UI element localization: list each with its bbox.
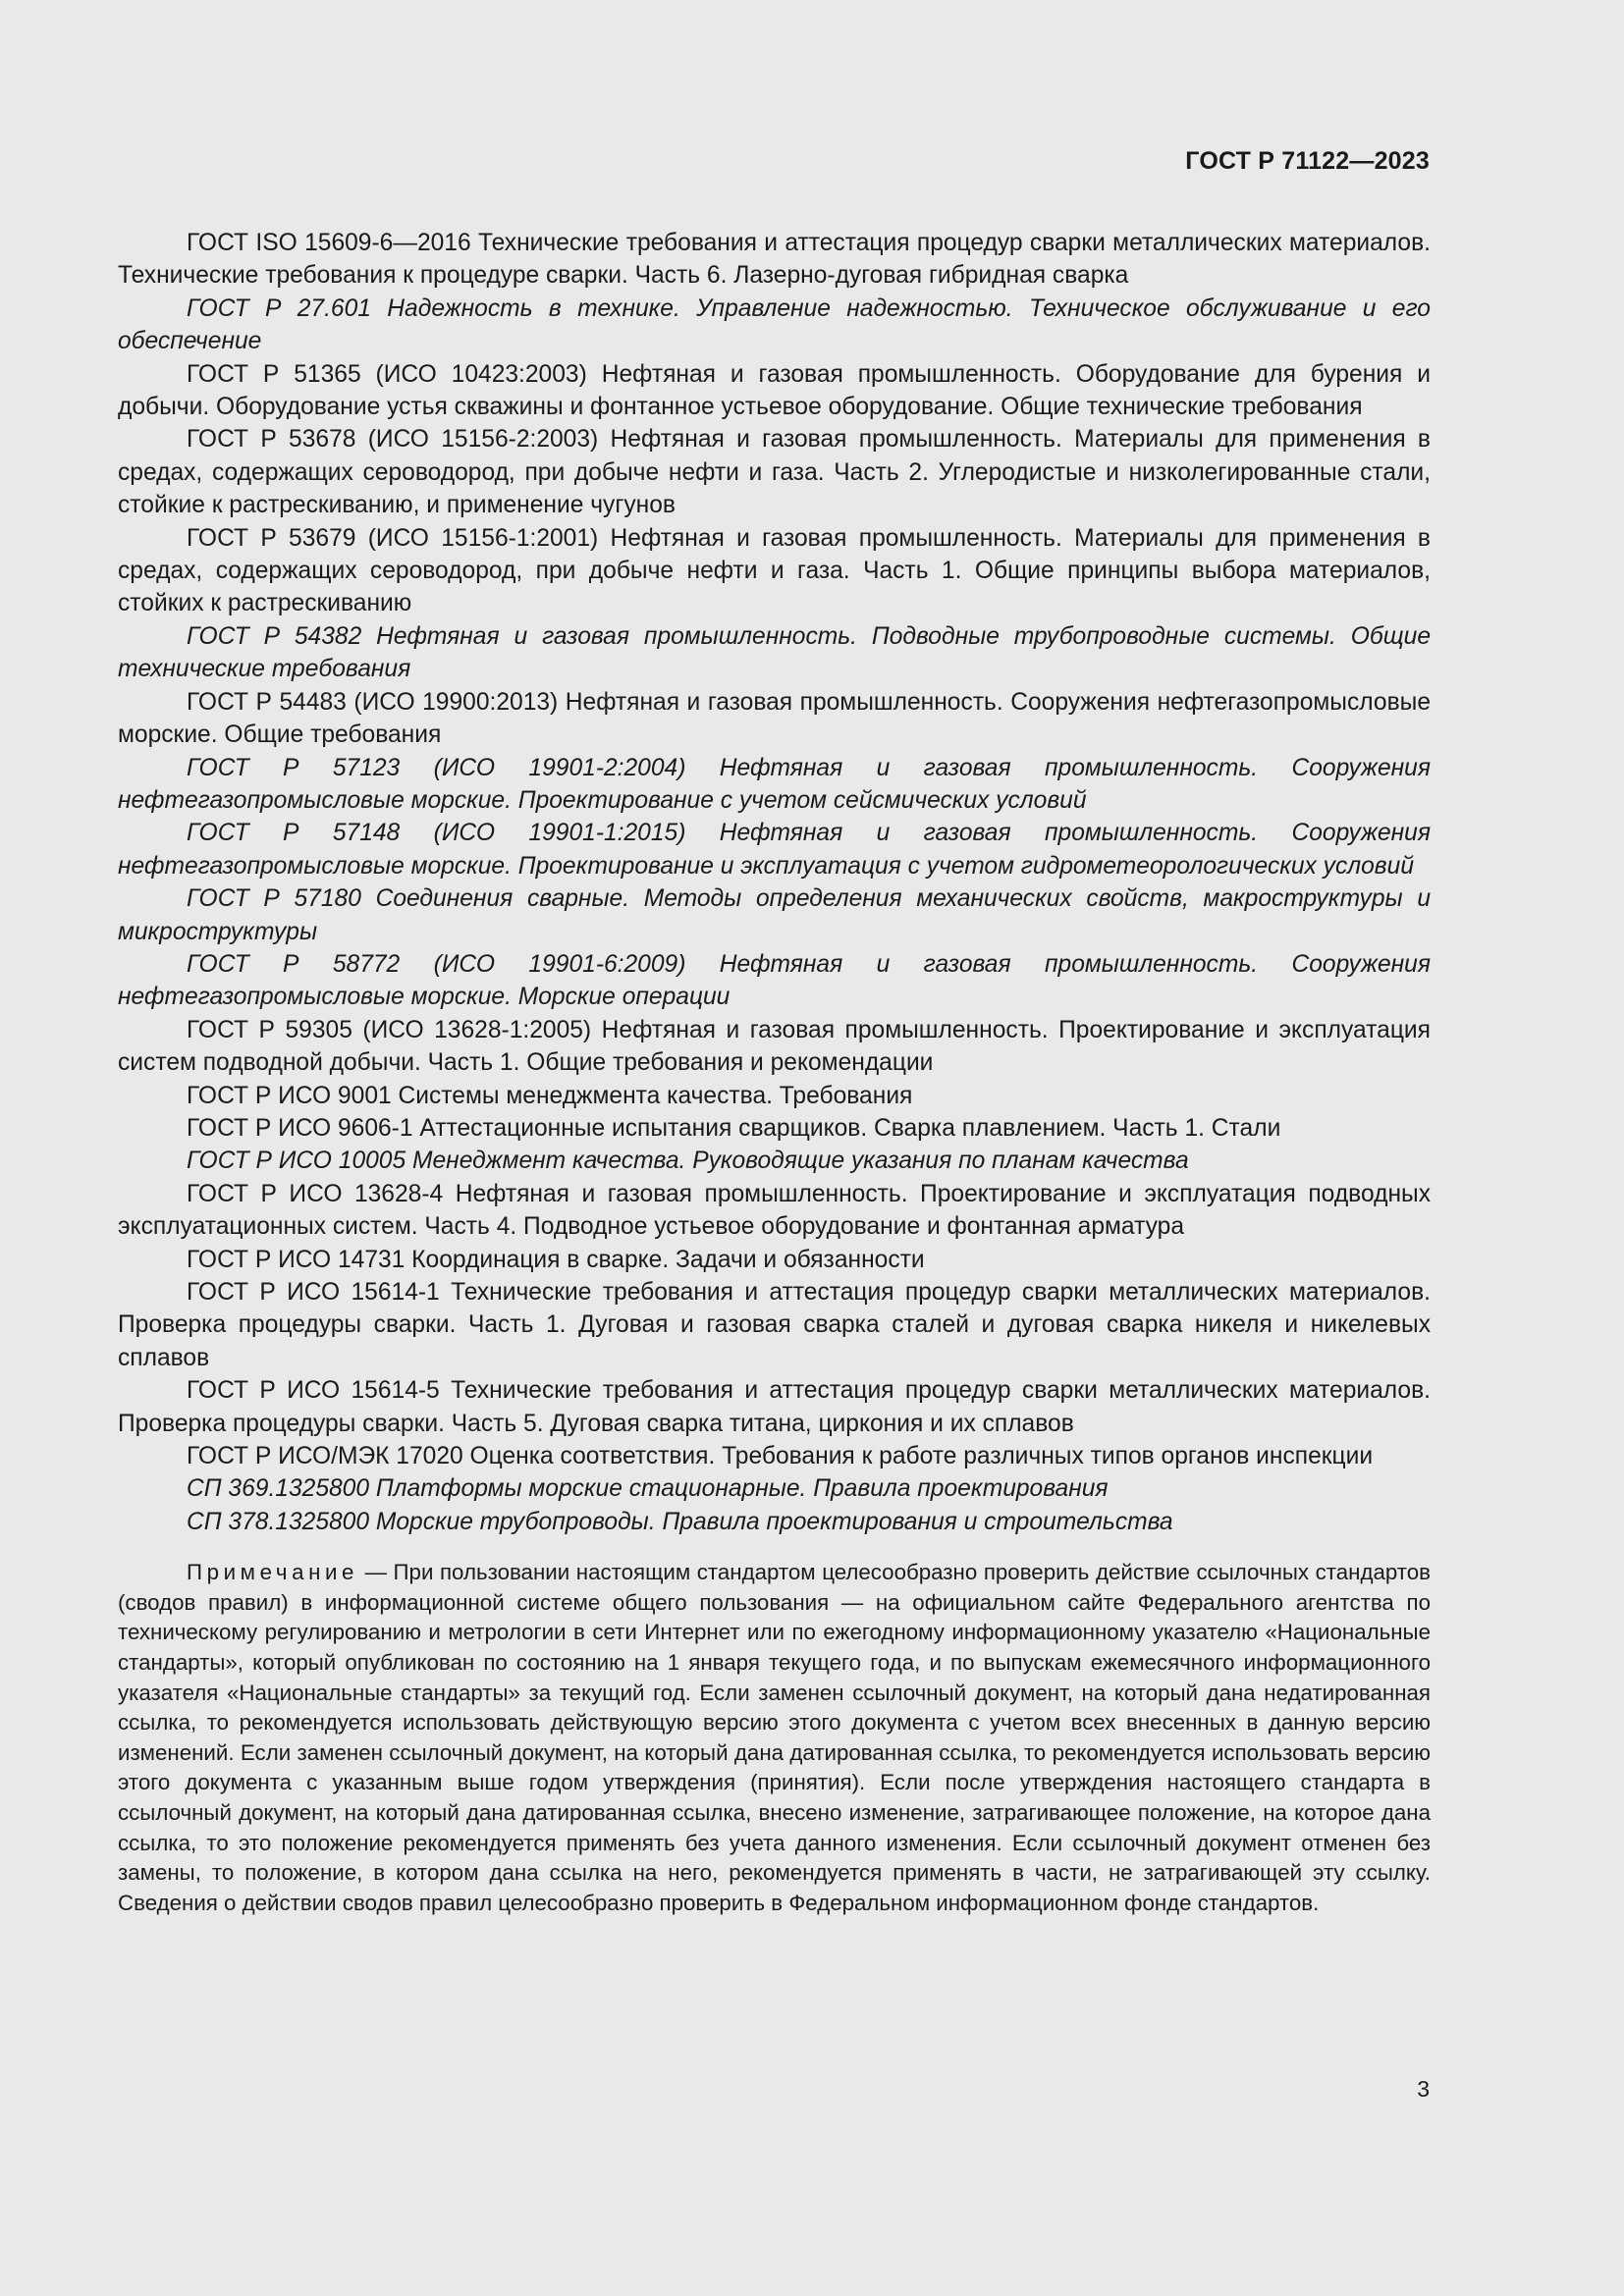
reference-item: ГОСТ Р 53679 (ИСО 15156-1:2001) Нефтяная и газовая промышленность. Материалы для применения в средах, содержащих сероводород, при добыче нефти и газа. Часть 1. Общие принципы выбора материалов, стойких к растрескиванию [118, 524, 1431, 617]
normative-references-section [118, 227, 1431, 1918]
reference-item: ГОСТ Р ИСО 14731 Координация в сварке. Задачи и обязанности [187, 1246, 925, 1273]
reference-item: ГОСТ Р ИСО 15614-5 Технические требования и аттестация процедур сварки металлических материалов. Проверка процедуры сварки. Часть 5. Дуговая сварка титана, циркония и их сплавов [118, 1377, 1431, 1437]
reference-item: ГОСТ Р ИСО 15614-1 Технические требования и аттестация процедур сварки металлических материалов. Проверка процедуры сварки. Часть 1. Дуговая и газовая сварка сталей и дуговая сварка никеля и никелевых сплавов [118, 1279, 1431, 1371]
note-text: — При пользовании настоящим стандартом целесообразно проверить действие ссылочных стандартов (сводов правил) в информационной системе общего пользования — на официальном сайте Федерального агентства по техническому регулированию и метрологии в сети Интернет или по ежегодному информационному указателю «Национальные стандарты», который опубликован по состоянию на 1 января текущего года, и по выпускам ежемесячного информационного указателя «Национальные стандарты» за текущий год. Если заменен ссылочный документ, на который дана недатированная ссылка, то рекомендуется использовать действующую версию этого документа с учетом всех внесенных в данную версию изменений. Если заменен ссылочный документ, на который дана датированная ссылка, то рекомендуется использовать версию этого документа с указанным выше годом утверждения (принятия). Если после утверждения настоящего стандарта в ссылочный документ, на который дана датированная ссылка, внесено изменение, затрагивающее положение, на которое дана ссылка, то это положение рекомендуется применять без учета данного изменения. Если ссылочный документ отменен без замены, то положение, в котором дана ссылка на него, рекомендуется применять в части, не затрагивающей эту ссылку. Сведения о действии сводов правил целесообразно проверить в Федеральном информационном фонде стандартов. [118, 1560, 1431, 1915]
reference-item: ГОСТ Р 58772 (ИСО 19901-6:2009) Нефтяная и газовая промышленность. Сооружения нефтегазопромысловые морские. Морские операции [118, 950, 1431, 1011]
reference-item: ГОСТ Р 54483 (ИСО 19900:2013) Нефтяная и газовая промышленность. Сооружения нефтегазопромысловые морские. Общие требования [118, 688, 1431, 749]
reference-item: ГОСТ Р 54382 Нефтяная и газовая промышленность. Подводные трубопроводные системы. Общие технические требования [118, 622, 1431, 683]
reference-item: ГОСТ Р ИСО 13628-4 Нефтяная и газовая промышленность. Проектирование и эксплуатация подводных эксплуатационных систем. Часть 4. Подводное устьевое оборудование и фонтанная арматура [118, 1180, 1431, 1241]
reference-item: ГОСТ Р ИСО/МЭК 17020 Оценка соответствия. Требования к работе различных типов органов инспекции [187, 1443, 1374, 1470]
reference-list [118, 227, 1431, 1538]
document-code-header: ГОСТ Р 71122—2023 [1185, 147, 1430, 175]
reference-item: ГОСТ Р 57180 Соединения сварные. Методы определения механических свойств, макроструктуры и микроструктуры [118, 885, 1431, 945]
reference-item: ГОСТ Р 59305 (ИСО 13628-1:2005) Нефтяная и газовая промышленность. Проектирование и эксплуатация систем подводной добычи. Часть 1. Общие требования и рекомендации [118, 1016, 1431, 1077]
reference-item: ГОСТ Р ИСО 10005 Менеджмент качества. Руководящие указания по планам качества [187, 1148, 1189, 1175]
reference-item: СП 378.1325800 Морские трубопроводы. Правила проектирования и строительства [187, 1508, 1173, 1535]
note-label: Примечание [187, 1560, 359, 1585]
reference-item: ГОСТ Р 53678 (ИСО 15156-2:2003) Нефтяная и газовая промышленность. Материалы для применения в средах, содержащих сероводород, при добыче нефти и газа. Часть 2. Углеродистые и низколегированные стали, стойкие к растрескиванию, и применение чугунов [118, 426, 1431, 519]
reference-item: ГОСТ Р 27.601 Надежность в технике. Управление надежностью. Техническое обслуживание и его обеспечение [118, 294, 1431, 355]
reference-item: ГОСТ Р 57148 (ИСО 19901-1:2015) Нефтяная и газовая промышленность. Сооружения нефтегазопромысловые морские. Проектирование и эксплуатация с учетом гидрометеорологических условий [118, 820, 1431, 880]
reference-item: ГОСТ Р 57123 (ИСО 19901-2:2004) Нефтяная и газовая промышленность. Сооружения нефтегазопромысловые морские. Проектирование с учетом сейсмических условий [118, 754, 1431, 814]
reference-item: ГОСТ ISO 15609-6—2016 Технические требования и аттестация процедур сварки металлических материалов. Технические требования к процедуре сварки. Часть 6. Лазерно-дуговая гибридная сварка [118, 230, 1431, 290]
page-number: 3 [1417, 2076, 1430, 2102]
reference-item: ГОСТ Р 51365 (ИСО 10423:2003) Нефтяная и газовая промышленность. Оборудование для бурения и добычи. Оборудование устья скважины и фонтанное устьевое оборудование. Общие технические требования [118, 360, 1431, 421]
reference-item: ГОСТ Р ИСО 9001 Системы менеджмента качества. Требования [187, 1082, 913, 1109]
reference-item: СП 369.1325800 Платформы морские стационарные. Правила проектирования [187, 1475, 1109, 1503]
note-paragraph [118, 1558, 1431, 1918]
reference-item: ГОСТ Р ИСО 9606-1 Аттестационные испытания сварщиков. Сварка плавлением. Часть 1. Стали [187, 1114, 1281, 1142]
